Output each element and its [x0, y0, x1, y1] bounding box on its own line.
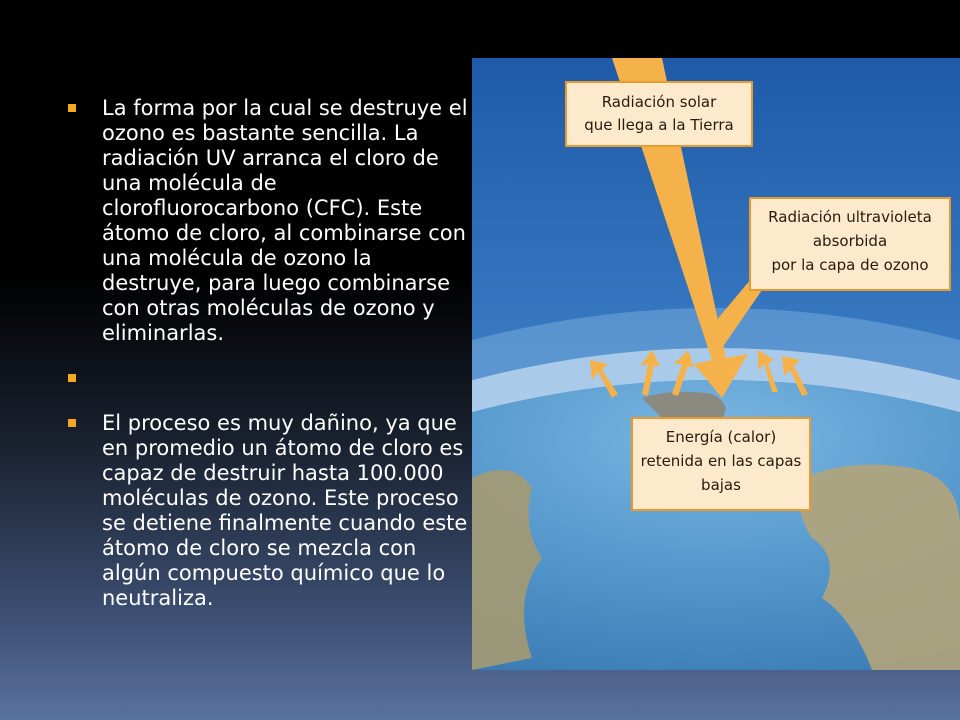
label-uv-absorbed — [750, 198, 950, 290]
bullet-text: La forma por la cual se destruye el ozono es bastante sencilla. La radiación UV arranca el cloro de una molécula de clorofluorocarbono (CFC). Este átomo de cloro, al combinarse con una molécula de ozono la destruye, para luego combinarse con otras moléculas de ozono y eliminarlas. — [102, 96, 468, 345]
bullet-marker-icon — [68, 419, 76, 427]
label-text: Energía (calor) — [665, 428, 777, 446]
label-text: bajas — [701, 476, 741, 494]
bullet-marker-icon — [68, 104, 76, 112]
label-text: retenida en las capas — [640, 452, 802, 470]
bullet-list — [62, 96, 472, 631]
bullet-text: El proceso es muy dañino, ya que en promedio un átomo de cloro es capaz de destruir hasta 100.000 moléculas de ozono. Este proceso se detiene finalmente cuando este átomo de cloro se mezcla con algún compuesto químico que lo neutraliza. — [102, 411, 468, 610]
label-box — [566, 82, 752, 146]
ozone-diagram-svg — [472, 58, 960, 670]
label-text: Radiación ultravioleta — [768, 208, 932, 226]
bullet-marker-icon — [68, 374, 76, 382]
bullet-item — [62, 411, 472, 611]
label-solar-radiation — [566, 82, 752, 146]
label-text: Radiación solar — [601, 93, 717, 111]
label-text: por la capa de ozono — [771, 256, 929, 274]
bullet-item-empty — [62, 366, 472, 391]
label-text: que llega a la Tierra — [584, 116, 734, 134]
bullet-item — [62, 96, 472, 346]
label-text: absorbida — [812, 232, 888, 250]
ozone-diagram-image — [472, 58, 960, 670]
label-heat-retained — [632, 418, 810, 510]
